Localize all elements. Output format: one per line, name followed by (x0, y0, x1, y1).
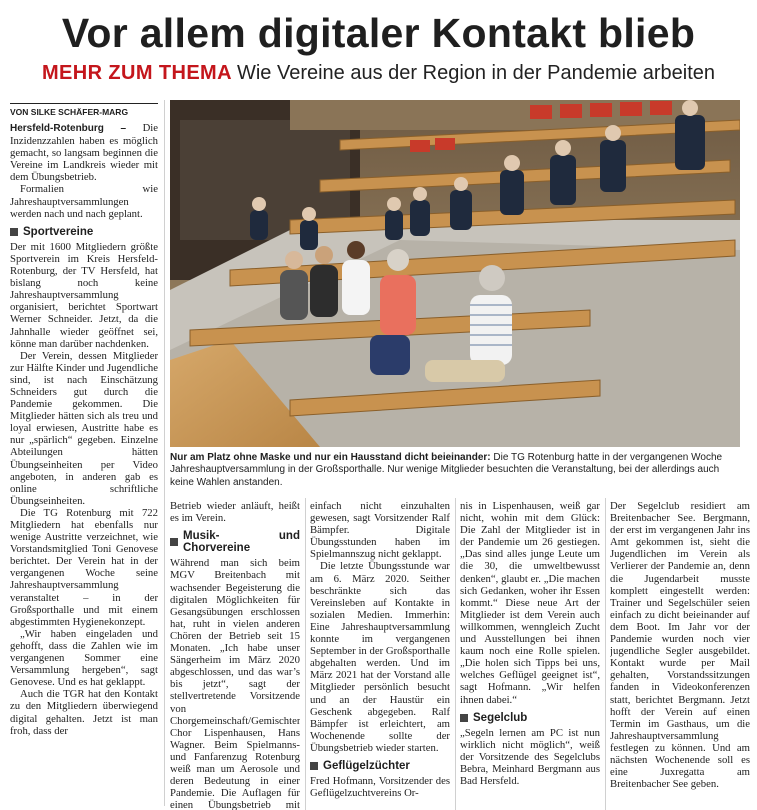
paragraph: einfach nicht einzuhalten gewesen, sagt Vorsitzender Ralf Bämpfer. Digitale Übungsstunden haben im Spielmannszug nicht geklappt. (310, 500, 450, 561)
column-1 (10, 122, 158, 810)
square-bullet-icon (310, 762, 318, 770)
caption-text: Die TG Rotenburg hatte in der vergangenen Woche Jahreshauptversammlung in der Großsporthalle. Nur wenige Mitglieder besuchten die Veranstaltung, bei der allerdings auch keine Wahlen anstanden. (170, 452, 723, 488)
section-heading-musik: Musik- und Chorvereine (170, 530, 300, 554)
square-bullet-icon (170, 538, 178, 546)
paragraph: Der mit 1600 Mitgliedern größte Sportverein im Kreis Hersfeld-Rotenburg, der TV Hersfeld, hat bislang noch keine Jahreshauptversammlung organisiert, berichtet Sportwart Werner Schneider. Jetzt, da die Jahnhalle wieder geöffnet sei, könne man darüber nachdenken. (10, 240, 158, 350)
column-5 (610, 500, 750, 810)
paragraph: Der Segelclub residiert am Breitenbacher See. Bergmann, der erst im vergangenen Jahr ins Amt gekommen ist, sieht die Jugendlichen im Verein als Verlierer der Pandemie an, denn die Jugendarbeit musste komplett eingestellt werden: Trainer und Segelschüler seien einfach zu dicht beieinander auf dem Boot. Im Jahr vor der Pandemie wurden noch vier jugendliche Segler ausgebildet. Kontakt wurde per Mail gehalten, Vorstandssitzungen fanden in Videokonferenzen statt, berichtet Bergmann. Jetzt hofft der Verein auf einen Termin im Gasthaus, um die Jahreshauptversammlung festlegen zu können. Und am nächsten Wochenende soll es eine Juxregatta am Breitenbacher See geben. (610, 500, 750, 791)
column-divider (455, 498, 456, 810)
paragraph: Die TG Rotenburg mit 722 Mitgliedern hat ebenfalls nur wenige Austritte verzeichnet, wie Vorstandsmitglied Toni Genovese berichtet. Der Verein hat in der vergangenen Woche seine Jahreshauptversammlung veranstaltet – in der Großsporthalle und mit einem abgestimmten Hygienekonzept. (10, 506, 158, 628)
paragraph: Während man sich beim MGV Breitenbach mit wachsender Begeisterung die digitalen Möglichkeiten für Gesangsübungen erschlossen hat, ruht in vielen anderen Chören der Betrieb seit 15 Monaten. „Ich habe unser Sängerheim im März 2020 abgeschlossen, und das war’s bis jetzt“, sagt der stellvertretende Vorsitzende von Chorgemeinschaft/Gemischter Chor Lispenhausen, Hans Wagner. Beim Spielmanns- und Fanfarenzug Rotenburg weiß man um Aerosole und deren Bedeutung in einer Pandemie. Die Auflagen für einen Übungsbetrieb mit (170, 557, 300, 810)
section-heading-sportvereine: Sportvereine (10, 226, 158, 238)
article-photo (170, 100, 740, 447)
subheadline (0, 62, 757, 85)
paragraph: „Wir haben eingeladen und gehofft, dass die Zahlen wie im vergangenen Sommer eine Versammlung hergeben“, sagt Genovese. Und es hat geklappt. (10, 627, 158, 689)
paragraph: Die letzte Übungsstunde war am 6. März 2020. Seither beschränkte sich das Vereinsleben auf Kontakte in sozialen Medien. Immerhin: Eine Jahreshauptversammlung konnte im vergangenen September in der Großsporthalle abgehalten werden. Und im März 2021 hat der Vorstand alle Mitglieder persönlich besucht und an der Haustür ein Geschenk abgegeben. Ralf Bämpfer ist erleichtert, am Wochenende sollte der Übungsbetrieb wieder starten. (310, 560, 450, 754)
subheadline-text: Wie Vereine aus der Region in der Pandemie arbeiten (236, 62, 716, 84)
kicker: MEHR ZUM THEMA (41, 62, 232, 84)
square-bullet-icon (460, 714, 468, 722)
section-heading-gefluegelzuechter: Geflügelzüchter (310, 760, 450, 772)
column-divider (605, 498, 606, 810)
paragraph: Hersfeld-Rotenburg – Die Inzidenzzahlen haben es möglich gemacht, so langsam beginnen die Vereine im Landkreis wieder mit dem Übungsbetrieb. (10, 122, 158, 184)
square-bullet-icon (10, 228, 18, 236)
column-3 (310, 500, 450, 810)
paragraph: „Segeln lernen am PC ist nun wirklich nicht möglich“, weiß der Vorsitzende des Segelclubs Bebra, Meinhard Bergmann aus Bad Hersfeld. (460, 726, 600, 788)
column-divider (305, 498, 306, 810)
caption-lead: Nur am Platz ohne Maske und nur ein Hausstand dicht beieinander: (170, 452, 491, 463)
paragraph: Auch die TGR hat den Kontakt zu den Mitgliedern überwiegend digital gehalten. Jetzt ist man froh, dass der (10, 688, 158, 737)
section-heading-segelclub: Segelclub (460, 712, 600, 724)
paragraph: Der Verein, dessen Mitglieder zur Hälfte Kinder und Jugendliche sind, ist nach Einschätzung Schneiders gut durch die Pandemie gekommen. Die Mitglieder hätten sich als treu und loyal erwiesen, Austritte habe es nur „spärlich“ gegeben. Einzelne Abteilungen hätten Übungseinheiten per Video angeboten, in anderen gab es online schriftliche Übungseinheiten. (10, 349, 158, 507)
column-divider (164, 100, 165, 806)
dateline: Hersfeld-Rotenburg – (10, 123, 127, 134)
photo-caption (170, 452, 742, 489)
headline: Vor allem digitaler Kontakt blieb (61, 10, 696, 56)
paragraph: Betrieb wieder anläuft, heißt es im Verein. (170, 500, 300, 525)
byline: VON SILKE SCHÄFER-MARG (10, 103, 158, 117)
sports-hall-photo (170, 100, 740, 447)
paragraph: Formalien wie Jahreshauptversammlungen werden nach und nach geplant. (10, 183, 158, 220)
paragraph: nis in Lispenhausen, weiß gar nicht, wohin mit dem Glück: Die Zahl der Mitglieder ist in der Pandemie um 26 gestiegen. „Das sind alles junge Leute um die 30, die umweltbewusst denken“, glaubt er. „Die machen sich Gedanken, woher ihr Essen kommt.“ Diese neue Art der Mitglieder ist dem Verein auch willkommen, wenngleich Zucht und Ausstellungen bei ihnen kaum noch eine Rolle spielen. „Die holen sich Tipps bei uns, welches Geflügel geeignet ist“, sagt Hofmann. „Wir helfen ihnen dabei.“ (460, 500, 600, 706)
paragraph: Fred Hofmann, Vorsitzender des Geflügelzuchtvereins Or- (310, 775, 450, 800)
column-4 (460, 500, 600, 810)
column-2 (170, 500, 300, 810)
